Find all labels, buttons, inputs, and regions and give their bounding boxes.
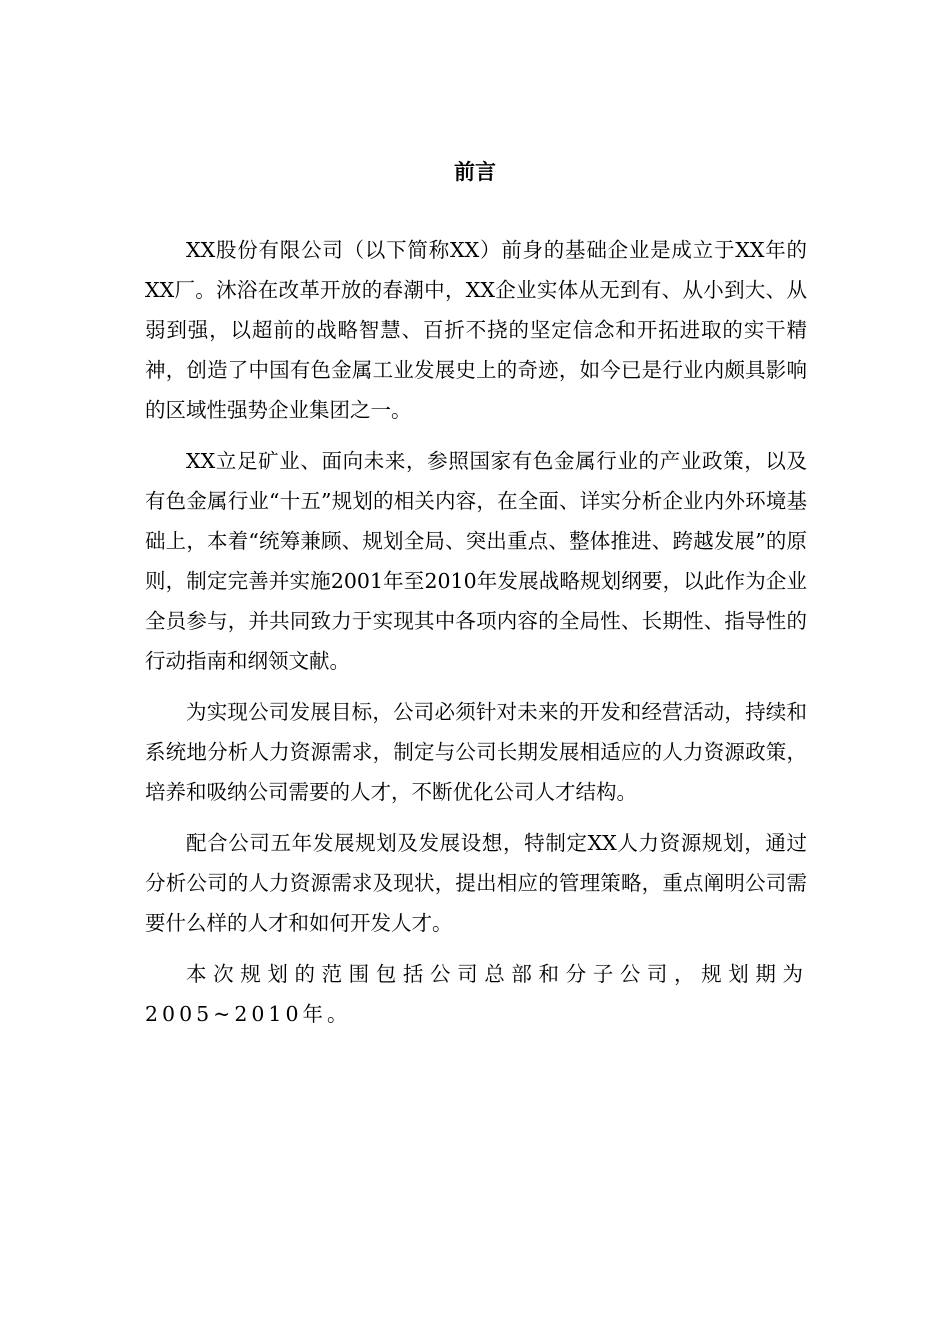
paragraph-plan-scope: 本次规划的范围包括公司总部和分子公司，规划期为2005~2010年。 [145,962,807,1026]
page-title: 前言 [454,160,496,184]
paragraph-strategy: XX立足矿业、面向未来，参照国家有色金属行业的产业政策，以及有色金属行业“十五”规划的相关内容，在全面、详实分析企业内外环境基础上，本着“统筹兼顾、规划全局、突出重点、整体推进、跨越发展”的原则，制定完善并实施2001年至2010年发展战略规划纲要，以此作为企业全员参与，并共同致力于实现其中各项内容的全局性、长期性、指导性的行动指南和纲领文献。 [145,449,807,673]
document-body [145,230,807,1045]
paragraph-hr-plan: 配合公司五年发展规划及发展设想，特制定XX人力资源规划，通过分析公司的人力资源需求及现状，提出相应的管理策略，重点阐明公司需要什么样的人才和如何开发人才。 [145,831,807,935]
paragraph-hr-goals: 为实现公司发展目标，公司必须针对未来的开发和经营活动，持续和系统地分析人力资源需求，制定与公司长期发展相适应的人力资源政策，培养和吸纳公司需要的人才，不断优化公司人才结构。 [145,700,807,804]
paragraph-company-history: XX股份有限公司（以下简称XX）前身的基础企业是成立于XX年的XX厂。沐浴在改革开放的春潮中，XX企业实体从无到有、从小到大、从弱到强，以超前的战略智慧、百折不挠的坚定信念和开拓进取的实干精神，创造了中国有色金属工业发展史上的奇迹，如今已是行业内颇具影响的区域性强势企业集团之一。 [145,238,807,422]
